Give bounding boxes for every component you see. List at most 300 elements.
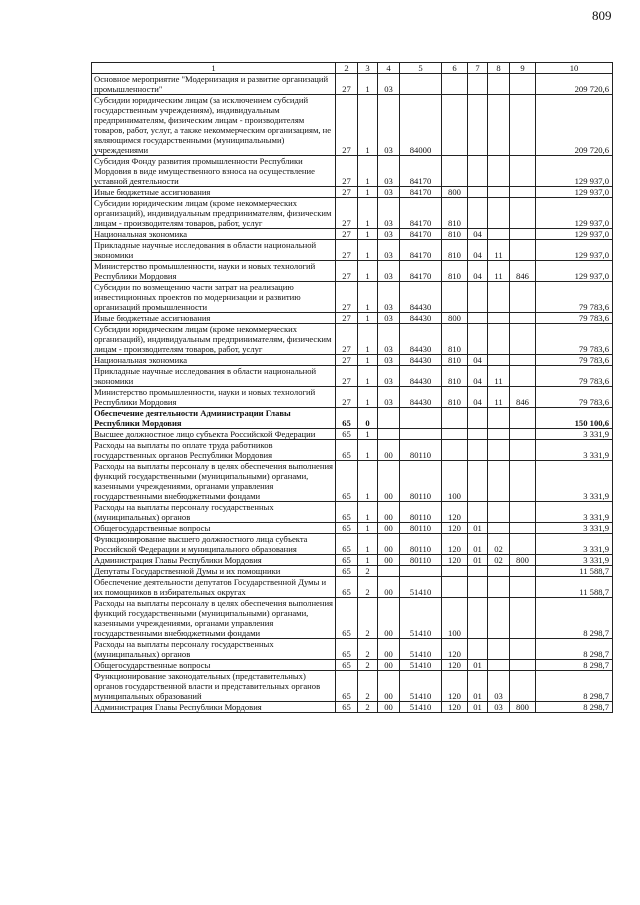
row-description: Национальная экономика — [92, 229, 336, 240]
row-code-c5 — [400, 429, 442, 440]
row-code-c3: 1 — [358, 355, 378, 366]
table-row — [92, 408, 613, 429]
row-code-c3: 1 — [358, 429, 378, 440]
row-amount: 3 331,9 — [536, 440, 613, 461]
row-code-c9 — [510, 429, 536, 440]
row-code-c3: 1 — [358, 313, 378, 324]
row-amount: 11 588,7 — [536, 577, 613, 598]
row-code-c4: 03 — [378, 261, 400, 282]
row-amount: 3 331,9 — [536, 523, 613, 534]
row-amount: 79 783,6 — [536, 355, 613, 366]
row-code-c7 — [468, 156, 488, 187]
row-code-c8 — [488, 355, 510, 366]
row-code-c2: 27 — [336, 313, 358, 324]
row-code-c4: 00 — [378, 577, 400, 598]
row-code-c3: 1 — [358, 555, 378, 566]
row-code-c7: 01 — [468, 660, 488, 671]
row-code-c8: 02 — [488, 534, 510, 555]
row-code-c8: 11 — [488, 366, 510, 387]
row-code-c6 — [442, 577, 468, 598]
row-amount: 3 331,9 — [536, 555, 613, 566]
table-row — [92, 74, 613, 95]
row-code-c8: 03 — [488, 671, 510, 702]
row-code-c4: 03 — [378, 156, 400, 187]
row-code-c5: 51410 — [400, 639, 442, 660]
row-code-c7: 04 — [468, 366, 488, 387]
row-description: Функционирование законодательных (представительных) органов государственной власти и представительных органов муниципальных образований — [92, 671, 336, 702]
table-row — [92, 387, 613, 408]
row-code-c7 — [468, 408, 488, 429]
row-code-c8 — [488, 429, 510, 440]
row-code-c2: 65 — [336, 461, 358, 502]
row-description: Расходы на выплаты персоналу в целях обеспечения выполнения функций государственными (муниципальными) органами, казенными учреждениями, органами управления государственными внебюджетными фондами — [92, 461, 336, 502]
row-code-c8 — [488, 229, 510, 240]
row-code-c6: 120 — [442, 523, 468, 534]
table-row — [92, 440, 613, 461]
row-code-c3: 1 — [358, 156, 378, 187]
row-code-c6: 800 — [442, 187, 468, 198]
row-amount: 129 937,0 — [536, 240, 613, 261]
row-code-c5: 51410 — [400, 702, 442, 713]
table-row — [92, 555, 613, 566]
row-code-c9 — [510, 74, 536, 95]
budget-table — [91, 62, 613, 713]
row-code-c6: 810 — [442, 198, 468, 229]
row-code-c3: 0 — [358, 408, 378, 429]
row-code-c4: 00 — [378, 555, 400, 566]
table-row — [92, 156, 613, 187]
row-code-c5: 51410 — [400, 598, 442, 639]
row-code-c2: 65 — [336, 702, 358, 713]
row-amount: 129 937,0 — [536, 229, 613, 240]
row-code-c8 — [488, 639, 510, 660]
row-code-c8: 03 — [488, 702, 510, 713]
row-code-c9 — [510, 282, 536, 313]
row-code-c5: 80110 — [400, 502, 442, 523]
column-header-9: 9 — [510, 63, 536, 74]
row-code-c7 — [468, 566, 488, 577]
row-code-c2: 27 — [336, 282, 358, 313]
row-code-c7 — [468, 577, 488, 598]
row-code-c7 — [468, 282, 488, 313]
table-row — [92, 671, 613, 702]
row-code-c5 — [400, 74, 442, 95]
row-code-c8 — [488, 156, 510, 187]
row-code-c9 — [510, 671, 536, 702]
row-description: Прикладные научные исследования в области национальной экономики — [92, 240, 336, 261]
table-row — [92, 702, 613, 713]
row-code-c6: 120 — [442, 534, 468, 555]
column-header-1: 1 — [92, 63, 336, 74]
row-code-c5: 84430 — [400, 313, 442, 324]
row-code-c4: 03 — [378, 240, 400, 261]
row-code-c4: 00 — [378, 671, 400, 702]
row-code-c2: 65 — [336, 502, 358, 523]
row-code-c3: 1 — [358, 461, 378, 502]
row-code-c9 — [510, 598, 536, 639]
row-code-c7 — [468, 74, 488, 95]
row-code-c7 — [468, 639, 488, 660]
row-amount: 79 783,6 — [536, 313, 613, 324]
row-code-c6 — [442, 566, 468, 577]
row-code-c2: 65 — [336, 566, 358, 577]
row-code-c5 — [400, 408, 442, 429]
row-code-c8 — [488, 523, 510, 534]
row-description: Общегосударственные вопросы — [92, 523, 336, 534]
row-code-c9 — [510, 639, 536, 660]
row-code-c5: 80110 — [400, 555, 442, 566]
row-code-c2: 65 — [336, 639, 358, 660]
row-description: Субсидии юридическим лицам (кроме некоммерческих организаций), индивидуальным предпринимателям, физическим лицам - производителям товаров, работ, услуг — [92, 324, 336, 355]
row-amount: 8 298,7 — [536, 598, 613, 639]
row-code-c3: 1 — [358, 198, 378, 229]
row-code-c6: 800 — [442, 313, 468, 324]
row-code-c3: 1 — [358, 387, 378, 408]
row-code-c6: 810 — [442, 387, 468, 408]
row-code-c6: 810 — [442, 261, 468, 282]
row-code-c4: 00 — [378, 660, 400, 671]
row-code-c2: 65 — [336, 429, 358, 440]
row-code-c5: 84170 — [400, 156, 442, 187]
row-description: Администрация Главы Республики Мордовия — [92, 702, 336, 713]
row-amount: 129 937,0 — [536, 198, 613, 229]
column-header-3: 3 — [358, 63, 378, 74]
column-header-10: 10 — [536, 63, 613, 74]
table-row — [92, 534, 613, 555]
row-amount: 8 298,7 — [536, 702, 613, 713]
row-code-c9 — [510, 523, 536, 534]
row-code-c6: 810 — [442, 355, 468, 366]
row-code-c7: 01 — [468, 702, 488, 713]
row-code-c9: 846 — [510, 387, 536, 408]
row-amount: 11 588,7 — [536, 566, 613, 577]
row-code-c5: 84170 — [400, 240, 442, 261]
row-code-c8 — [488, 408, 510, 429]
row-code-c9 — [510, 577, 536, 598]
row-amount: 79 783,6 — [536, 387, 613, 408]
row-code-c2: 65 — [336, 555, 358, 566]
row-code-c8 — [488, 282, 510, 313]
row-code-c9 — [510, 502, 536, 523]
row-code-c2: 27 — [336, 187, 358, 198]
row-amount: 129 937,0 — [536, 187, 613, 198]
row-code-c7: 04 — [468, 355, 488, 366]
row-code-c4: 00 — [378, 461, 400, 502]
table-row — [92, 355, 613, 366]
row-code-c2: 65 — [336, 577, 358, 598]
row-code-c7: 04 — [468, 261, 488, 282]
row-code-c8 — [488, 187, 510, 198]
row-code-c8 — [488, 577, 510, 598]
row-code-c5: 80110 — [400, 440, 442, 461]
row-code-c9 — [510, 355, 536, 366]
row-code-c8 — [488, 74, 510, 95]
row-code-c2: 27 — [336, 366, 358, 387]
row-description: Расходы на выплаты по оплате труда работников государственных органов Республики Мордовия — [92, 440, 336, 461]
row-code-c3: 1 — [358, 240, 378, 261]
row-code-c4: 03 — [378, 324, 400, 355]
row-code-c6 — [442, 74, 468, 95]
table-row — [92, 598, 613, 639]
row-code-c2: 27 — [336, 387, 358, 408]
row-description: Депутаты Государственной Думы и их помощники — [92, 566, 336, 577]
row-code-c9 — [510, 534, 536, 555]
row-code-c8: 11 — [488, 387, 510, 408]
row-code-c4: 00 — [378, 702, 400, 713]
row-code-c5: 84430 — [400, 282, 442, 313]
row-description: Министерство промышленности, науки и новых технологий Республики Мордовия — [92, 261, 336, 282]
row-code-c8 — [488, 95, 510, 156]
row-code-c4: 00 — [378, 534, 400, 555]
row-code-c5: 80110 — [400, 534, 442, 555]
row-code-c4 — [378, 429, 400, 440]
row-amount: 79 783,6 — [536, 282, 613, 313]
column-header-5: 5 — [400, 63, 442, 74]
row-description: Иные бюджетные ассигнования — [92, 313, 336, 324]
row-code-c3: 1 — [358, 534, 378, 555]
row-code-c8 — [488, 598, 510, 639]
row-code-c7 — [468, 198, 488, 229]
row-code-c4 — [378, 408, 400, 429]
row-description: Национальная экономика — [92, 355, 336, 366]
row-code-c2: 65 — [336, 440, 358, 461]
row-code-c9 — [510, 660, 536, 671]
row-code-c6 — [442, 156, 468, 187]
row-code-c4: 03 — [378, 387, 400, 408]
row-amount: 150 100,6 — [536, 408, 613, 429]
table-row — [92, 187, 613, 198]
row-code-c3: 2 — [358, 671, 378, 702]
row-amount: 129 937,0 — [536, 261, 613, 282]
row-code-c2: 27 — [336, 229, 358, 240]
row-code-c2: 27 — [336, 240, 358, 261]
row-code-c6: 120 — [442, 502, 468, 523]
row-code-c2: 27 — [336, 324, 358, 355]
row-code-c4: 03 — [378, 366, 400, 387]
table-row — [92, 577, 613, 598]
row-description: Субсидии по возмещению части затрат на реализацию инвестиционных проектов по модернизации и развитию организаций промышленности — [92, 282, 336, 313]
row-code-c3: 1 — [358, 324, 378, 355]
row-code-c2: 65 — [336, 660, 358, 671]
table-row — [92, 660, 613, 671]
row-code-c3: 2 — [358, 660, 378, 671]
row-code-c6 — [442, 408, 468, 429]
row-code-c7 — [468, 429, 488, 440]
row-code-c4: 03 — [378, 355, 400, 366]
row-code-c6 — [442, 95, 468, 156]
row-code-c9 — [510, 408, 536, 429]
row-code-c6: 120 — [442, 671, 468, 702]
row-code-c2: 27 — [336, 261, 358, 282]
row-code-c4: 03 — [378, 74, 400, 95]
row-amount: 209 720,6 — [536, 74, 613, 95]
row-code-c2: 27 — [336, 74, 358, 95]
row-description: Расходы на выплаты персоналу в целях обеспечения выполнения функций государственными (муниципальными) органами, казенными учреждениями, органами управления государственными внебюджетными фондами — [92, 598, 336, 639]
row-code-c6 — [442, 282, 468, 313]
row-code-c9 — [510, 366, 536, 387]
row-code-c9 — [510, 240, 536, 261]
row-code-c7: 04 — [468, 240, 488, 261]
row-code-c6: 810 — [442, 366, 468, 387]
row-code-c7 — [468, 598, 488, 639]
row-amount: 8 298,7 — [536, 671, 613, 702]
row-code-c2: 65 — [336, 523, 358, 534]
row-code-c8 — [488, 313, 510, 324]
row-code-c8 — [488, 324, 510, 355]
row-code-c4: 03 — [378, 229, 400, 240]
row-code-c2: 65 — [336, 534, 358, 555]
row-code-c5: 84000 — [400, 95, 442, 156]
row-amount: 3 331,9 — [536, 534, 613, 555]
table-row — [92, 366, 613, 387]
column-header-2: 2 — [336, 63, 358, 74]
row-code-c2: 27 — [336, 156, 358, 187]
row-description: Иные бюджетные ассигнования — [92, 187, 336, 198]
row-code-c6: 100 — [442, 598, 468, 639]
row-code-c8 — [488, 461, 510, 502]
column-header-8: 8 — [488, 63, 510, 74]
table-row — [92, 461, 613, 502]
row-code-c8 — [488, 440, 510, 461]
row-code-c7: 01 — [468, 534, 488, 555]
row-code-c4: 03 — [378, 282, 400, 313]
row-code-c9 — [510, 461, 536, 502]
row-code-c9 — [510, 440, 536, 461]
row-description: Расходы на выплаты персоналу государственных (муниципальных) органов — [92, 502, 336, 523]
row-description: Высшее должностное лицо субъекта Российской Федерации — [92, 429, 336, 440]
table-row — [92, 566, 613, 577]
row-code-c6: 100 — [442, 461, 468, 502]
row-code-c3: 1 — [358, 440, 378, 461]
row-amount: 209 720,6 — [536, 95, 613, 156]
page-number: 809 — [592, 8, 612, 23]
row-code-c7 — [468, 95, 488, 156]
row-code-c3: 1 — [358, 366, 378, 387]
row-amount: 129 937,0 — [536, 156, 613, 187]
row-code-c5: 51410 — [400, 671, 442, 702]
table-row — [92, 324, 613, 355]
row-code-c3: 1 — [358, 523, 378, 534]
row-code-c7 — [468, 324, 488, 355]
row-code-c6: 810 — [442, 229, 468, 240]
row-amount: 3 331,9 — [536, 461, 613, 502]
row-code-c5: 84430 — [400, 324, 442, 355]
row-code-c4: 00 — [378, 639, 400, 660]
row-code-c3: 1 — [358, 229, 378, 240]
row-amount: 79 783,6 — [536, 324, 613, 355]
row-description: Субсидии юридическим лицам (кроме некоммерческих организаций), индивидуальным предпринимателям, физическим лицам - производителям товаров, работ, услуг — [92, 198, 336, 229]
row-code-c6 — [442, 440, 468, 461]
row-code-c2: 65 — [336, 408, 358, 429]
column-header-4: 4 — [378, 63, 400, 74]
row-code-c3: 1 — [358, 502, 378, 523]
row-code-c4: 03 — [378, 95, 400, 156]
row-description: Основное мероприятие "Модернизация и развитие организаций промышленности" — [92, 74, 336, 95]
row-code-c9: 800 — [510, 555, 536, 566]
row-code-c7: 04 — [468, 229, 488, 240]
row-code-c3: 1 — [358, 95, 378, 156]
row-code-c9 — [510, 198, 536, 229]
row-code-c7 — [468, 440, 488, 461]
row-code-c8 — [488, 198, 510, 229]
table-row — [92, 429, 613, 440]
row-description: Функционирование высшего должностного лица субъекта Российской Федерации и муниципального образования — [92, 534, 336, 555]
row-description: Субсидии юридическим лицам (за исключением субсидий государственным учреждениям), индивидуальным предпринимателям, физическим лицам - производителям товаров, работ, услуг, а также некоммерческим организациям, не являющимся государственными (муниципальными) учреждениями — [92, 95, 336, 156]
row-code-c8: 11 — [488, 240, 510, 261]
row-code-c5: 84170 — [400, 229, 442, 240]
row-code-c9 — [510, 313, 536, 324]
row-amount: 3 331,9 — [536, 429, 613, 440]
table-row — [92, 229, 613, 240]
row-code-c4 — [378, 566, 400, 577]
row-code-c3: 1 — [358, 187, 378, 198]
row-code-c2: 65 — [336, 671, 358, 702]
row-code-c2: 65 — [336, 598, 358, 639]
row-code-c6: 120 — [442, 555, 468, 566]
row-code-c5: 84430 — [400, 387, 442, 408]
row-code-c4: 03 — [378, 198, 400, 229]
row-amount: 8 298,7 — [536, 660, 613, 671]
row-code-c8: 02 — [488, 555, 510, 566]
row-code-c5: 84170 — [400, 261, 442, 282]
row-code-c7: 01 — [468, 555, 488, 566]
row-amount: 3 331,9 — [536, 502, 613, 523]
row-code-c3: 2 — [358, 702, 378, 713]
row-code-c3: 2 — [358, 598, 378, 639]
row-code-c5 — [400, 566, 442, 577]
row-code-c6 — [442, 429, 468, 440]
row-amount: 8 298,7 — [536, 639, 613, 660]
table-row — [92, 198, 613, 229]
row-code-c4: 00 — [378, 502, 400, 523]
table-row — [92, 282, 613, 313]
row-code-c4: 03 — [378, 313, 400, 324]
row-description: Прикладные научные исследования в области национальной экономики — [92, 366, 336, 387]
column-header-7: 7 — [468, 63, 488, 74]
row-code-c7 — [468, 187, 488, 198]
row-description: Обеспечение деятельности Администрации Главы Республики Мордовия — [92, 408, 336, 429]
row-code-c2: 27 — [336, 355, 358, 366]
table-row — [92, 639, 613, 660]
row-code-c8 — [488, 660, 510, 671]
row-code-c6: 120 — [442, 639, 468, 660]
row-code-c7: 01 — [468, 523, 488, 534]
row-code-c5: 84430 — [400, 366, 442, 387]
row-code-c4: 00 — [378, 440, 400, 461]
column-header-6: 6 — [442, 63, 468, 74]
table-row — [92, 261, 613, 282]
row-code-c8 — [488, 566, 510, 577]
row-code-c7 — [468, 461, 488, 502]
table-row — [92, 95, 613, 156]
row-code-c3: 1 — [358, 261, 378, 282]
row-code-c9 — [510, 229, 536, 240]
row-code-c7 — [468, 313, 488, 324]
row-code-c5: 51410 — [400, 577, 442, 598]
row-code-c3: 2 — [358, 566, 378, 577]
row-code-c6: 810 — [442, 240, 468, 261]
row-code-c3: 1 — [358, 282, 378, 313]
row-description: Министерство промышленности, науки и новых технологий Республики Мордовия — [92, 387, 336, 408]
row-code-c8: 11 — [488, 261, 510, 282]
row-code-c5: 84170 — [400, 198, 442, 229]
row-description: Субсидия Фонду развития промышленности Республики Мордовия в виде имущественного взноса на осуществление уставной деятельности — [92, 156, 336, 187]
table-header-row — [92, 63, 613, 74]
row-description: Расходы на выплаты персоналу государственных (муниципальных) органов — [92, 639, 336, 660]
row-description: Обеспечение деятельности депутатов Государственной Думы и их помощников в избирательных округах — [92, 577, 336, 598]
table-row — [92, 502, 613, 523]
row-code-c9: 800 — [510, 702, 536, 713]
